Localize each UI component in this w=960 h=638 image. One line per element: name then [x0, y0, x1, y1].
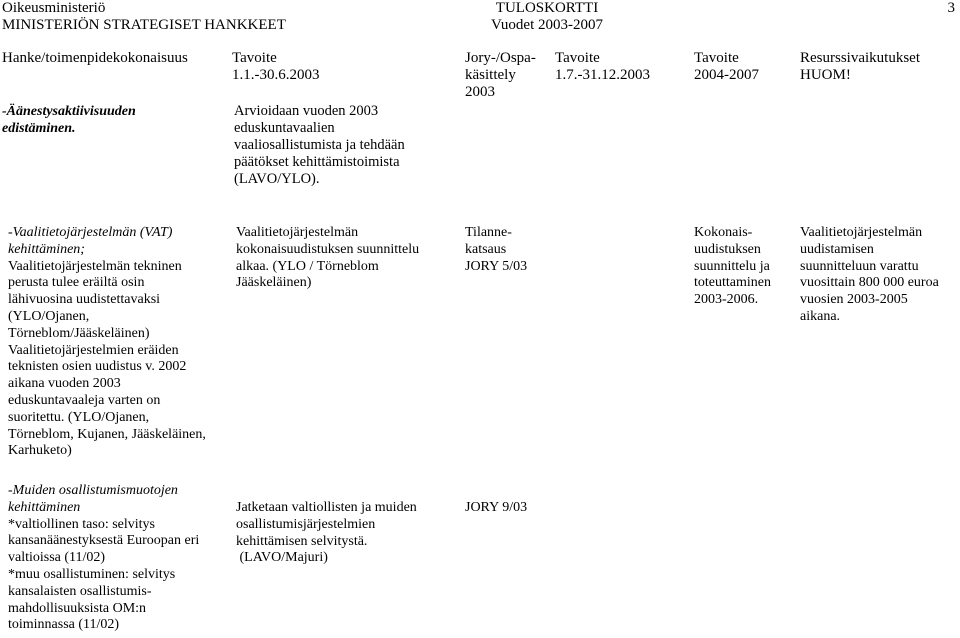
projects-title: MINISTERIÖN STRATEGISET HANKKEET: [2, 17, 286, 33]
text-line: JORY 5/03: [465, 258, 528, 274]
text-line: Vaalitietojärjestelmän: [236, 225, 359, 240]
text-line: Jääskeläinen): [236, 275, 312, 291]
row2-goal-2004: [694, 225, 771, 309]
row2-goal-h1: [236, 225, 419, 292]
row3-goal-h1: [236, 500, 417, 567]
text-line: -Muiden osallistumismuotojen: [8, 483, 178, 498]
text-line: eduskuntavaalien: [234, 120, 335, 136]
column-header-line: Tavoite: [555, 50, 600, 66]
report-title: TULOSKORTTI: [495, 0, 599, 16]
text-line: -Äänestysaktiivisuuden: [2, 104, 136, 119]
text-line: vaaliosallistumista ja tehdään: [234, 137, 405, 153]
text-line: eduskuntavaaleja varten on: [8, 392, 161, 408]
text-line: Vaalitietojärjestelmän tekninen: [8, 258, 182, 274]
ministry-name: Oikeusministeriö: [2, 0, 106, 16]
text-line: lähivuosina uudistettavaksi: [8, 292, 161, 308]
text-line: kokonaisuudistuksen suunnittelu: [236, 241, 420, 257]
text-line: suoritettu. (YLO/Ojanen,: [8, 409, 150, 425]
text-line: toiminnassa (11/02): [8, 617, 120, 633]
text-line: kehittäminen: [8, 499, 81, 515]
text-line: (LAVO/Majuri): [236, 550, 328, 566]
column-header-line: Tavoite: [694, 50, 739, 66]
text-line: aikana.: [800, 308, 841, 324]
text-line: suunnittelu ja: [694, 258, 770, 274]
row1-hanke-title: [2, 104, 136, 138]
text-line: osallistumisjärjestelmien: [236, 516, 376, 532]
column-header-resources: [800, 50, 920, 84]
text-line: uudistamisen: [800, 241, 874, 257]
text-line: aikana vuoden 2003: [8, 376, 121, 392]
column-header-line: 2003: [465, 84, 495, 100]
text-line: mahdollisuuksista OM:n: [8, 600, 147, 616]
text-line: Tilanne-: [465, 225, 512, 240]
text-line: Jatketaan valtiollisten ja muiden: [236, 500, 417, 515]
column-header-line: Tavoite: [232, 50, 277, 66]
row1-goal-h1: [234, 103, 405, 188]
column-header-line: 1.7.-31.12.2003: [555, 67, 650, 83]
text-line: (LAVO/YLO).: [234, 171, 320, 187]
text-line: katsaus: [465, 241, 507, 257]
row3-hanke: [8, 483, 199, 634]
column-header-line: HUOM!: [800, 67, 851, 83]
text-line: 2003-2006.: [694, 292, 759, 308]
column-header-line: Hanke/toimenpidekokonaisuus: [2, 50, 188, 66]
text-line: *valtiollinen taso: selvitys: [8, 516, 155, 532]
text-line: suunnitteluun varattu: [800, 258, 919, 274]
page-number: 3: [947, 0, 955, 16]
text-line: Arvioidaan vuoden 2003: [234, 103, 379, 119]
row2-hanke: [8, 225, 206, 460]
text-line: Karhuketo): [8, 443, 72, 459]
text-line: kehittämisen selvitystä.: [236, 533, 368, 549]
report-years: Vuodet 2003-2007: [490, 17, 603, 33]
text-line: kehittäminen;: [8, 241, 85, 257]
column-header-jory: [465, 50, 536, 101]
row2-jory: [465, 225, 527, 275]
text-line: alkaa. (YLO / Törneblom: [236, 258, 379, 274]
text-line: vuosittain 800 000 euroa: [800, 275, 939, 291]
text-line: *muu osallistuminen: selvitys: [8, 566, 176, 582]
column-header-line: Jory-/Ospa-: [465, 50, 536, 66]
text-line: Törneblom/Jääskeläinen): [8, 325, 150, 341]
text-line: toteuttaminen: [694, 275, 771, 291]
text-line: päätökset kehittämistoimista: [234, 154, 400, 170]
column-header-hanke: [2, 50, 188, 67]
row2-resources: [800, 225, 939, 326]
text-line: Törneblom, Kujanen, Jääskeläinen,: [8, 426, 206, 442]
text-line: perusta tulee eräiltä osin: [8, 275, 145, 291]
row3-jory: [465, 500, 527, 517]
document-header: [0, 0, 960, 36]
column-header-goal-2004: [694, 50, 759, 84]
text-line: vuosien 2003-2005: [800, 292, 908, 308]
column-header-line: 2004-2007: [694, 67, 759, 83]
text-line: uudistuksen: [694, 241, 761, 257]
text-line: (YLO/Ojanen,: [8, 308, 90, 324]
column-header-goal-h2: [555, 50, 650, 84]
header-left: [2, 0, 286, 34]
column-header-line: 1.1.-30.6.2003: [232, 67, 320, 83]
column-header-goal-h1: [232, 50, 320, 84]
text-line: kansalaisten osallistumis-: [8, 583, 152, 599]
header-center: [452, 0, 642, 34]
text-line: Vaalitietojärjestelmien eräiden: [8, 342, 179, 358]
text-line: valtioissa (11/02): [8, 550, 106, 566]
text-line: Kokonais-: [694, 225, 753, 240]
column-header-line: Resurssivaikutukset: [800, 50, 920, 66]
text-line: edistäminen.: [2, 120, 76, 136]
text-line: JORY 9/03: [465, 500, 528, 515]
column-header-line: käsittely: [465, 67, 516, 83]
text-line: -Vaalitietojärjestelmän (VAT): [8, 225, 173, 240]
text-line: teknisten osien uudistus v. 2002: [8, 359, 187, 375]
text-line: kansanäänestyksestä Euroopan eri: [8, 533, 200, 549]
text-line: Vaalitietojärjestelmän: [800, 225, 923, 240]
